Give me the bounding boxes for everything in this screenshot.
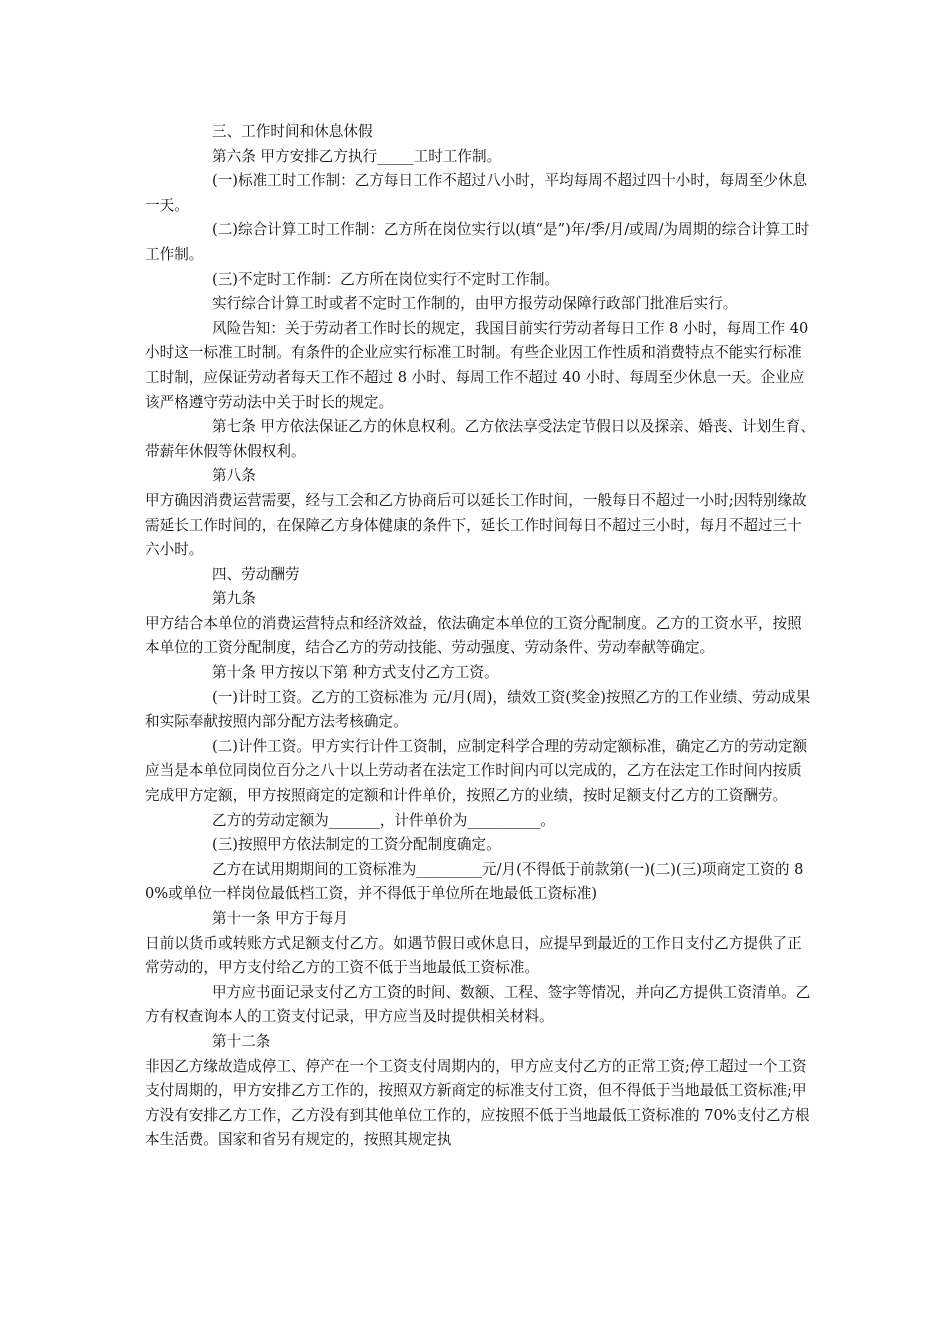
article-6: 第六条 甲方安排乙方执行_____工时工作制。 (212, 147, 502, 165)
paragraph-approval: 实行综合计算工时或者不定时工作制的，由甲方报劳动保障行政部门批准后实行。 (212, 295, 738, 313)
paragraph-wage-system: (三)按照甲方依法制定的工资分配制度确定。 (212, 836, 501, 854)
article-10: 第十条 甲方按以下第 种方式支付乙方工资。 (212, 664, 499, 682)
paragraph-standard-hours: (一)标准工时工作制：乙方每日工作不超过八小时，平均每周不超过四十小时，每周至少休息一天。 (145, 172, 808, 214)
article-11-body: 日前以货币或转账方式足额支付乙方。如遇节假日或休息日，应提早到最近的工作日支付乙方提供了正常劳动的，甲方支付给乙方的工资不低于当地最低工资标准。 (145, 934, 802, 977)
document-page (145, 120, 815, 1153)
article-9-body: 甲方结合本单位的消费运营特点和经济效益，依法确定本单位的工资分配制度。乙方的工资水平，按照本单位的工资分配制度，结合乙方的劳动技能、劳动强度、劳动条件、劳动奉献等确定。 (145, 614, 802, 657)
section-heading-remuneration: 四、劳动酬劳 (212, 565, 300, 583)
paragraph-labor-quota: 乙方的劳动定额为_______，计件单价为__________。 (212, 811, 555, 829)
paragraph-probation-wage: 乙方在试用期期间的工资标准为_________元/月(不得低于前款第(一)(二)(三)项商定工资的 80%或单位一样岗位最低档工资，并不得低于单位所在地最低工资标准) (145, 860, 804, 903)
paragraph-time-wage: (一)计时工资。乙方的工资标准为 元/月(周)，绩效工资(奖金)按照乙方的工作业绩、劳动成果和实际奉献按照内部分配方法考核确定。 (145, 688, 811, 731)
article-12-body: 非因乙方缘故造成停工、停产在一个工资支付周期内的，甲方应支付乙方的正常工资;停工超过一个工资支付周期的，甲方安排乙方工作的，按照双方新商定的标准支付工资，但不得低于当地最低工资标准;甲方没有安排乙方工作，乙方没有到其他单位工作的，应按照不低于当地最低工资标准的 70%支付乙方根本生活费。国家和省另有规定的，按照其规定执 (145, 1057, 810, 1149)
article-8-heading: 第八条 (212, 467, 256, 485)
section-heading-work-hours: 三、工作时间和休息休假 (212, 123, 373, 140)
paragraph-piece-wage: (二)计件工资。甲方实行计件工资制，应制定科学合理的劳动定额标准，确定乙方的劳动定额应当是本单位同岗位百分之八十以上劳动者在法定工作时间内可以完成的，乙方在法定工作时间内按质完成甲方定额，甲方按照商定的定额和计件单价，按照乙方的业绩，按时足额支付乙方的工资酬劳。 (145, 737, 808, 805)
article-11-heading: 第十一条 甲方于每月 (212, 910, 348, 927)
paragraph-comprehensive-hours: (二)综合计算工时工作制：乙方所在岗位实行以(填“是”)年/季/月/或周/为周期的综合计算工时工作制。 (145, 221, 810, 263)
article-8-body: 甲方确因消费运营需要，经与工会和乙方协商后可以延长工作时间，一般每日不超过一小时;因特别缘故需延长工作时间的，在保障乙方身体健康的条件下，延长工作时间每日不超过三小时，每月不超过三十六小时。 (145, 491, 807, 559)
paragraph-wage-records: 甲方应书面记录支付乙方工资的时间、数额、工程、签字等情况，并向乙方提供工资清单。乙方有权查询本人的工资支付记录，甲方应当及时提供相关材料。 (145, 983, 811, 1026)
paragraph-risk-notice: 风险告知：关于劳动者工作时长的规定，我国目前实行劳动者每日工作 8 小时，每周工作 40 小时这一标准工时制。有条件的企业应实行标准工时制。有些企业因工作性质和消费特点不能实行标准工时制，应保证劳动者每天工作不超过 8 小时、每周工作不超过 40 小时、每周至少休息一天。企业应该严格遵守劳动法中关于时长的规定。 (145, 319, 809, 411)
article-7: 第七条 甲方依法保证乙方的休息权利。乙方依法享受法定节假日以及探亲、婚丧、计划生育、带薪年休假等休假权利。 (145, 418, 815, 460)
article-12-heading: 第十二条 (212, 1032, 271, 1050)
paragraph-flexible-hours: (三)不定时工作制：乙方所在岗位实行不定时工作制。 (212, 270, 560, 288)
article-9-heading: 第九条 (212, 590, 256, 608)
